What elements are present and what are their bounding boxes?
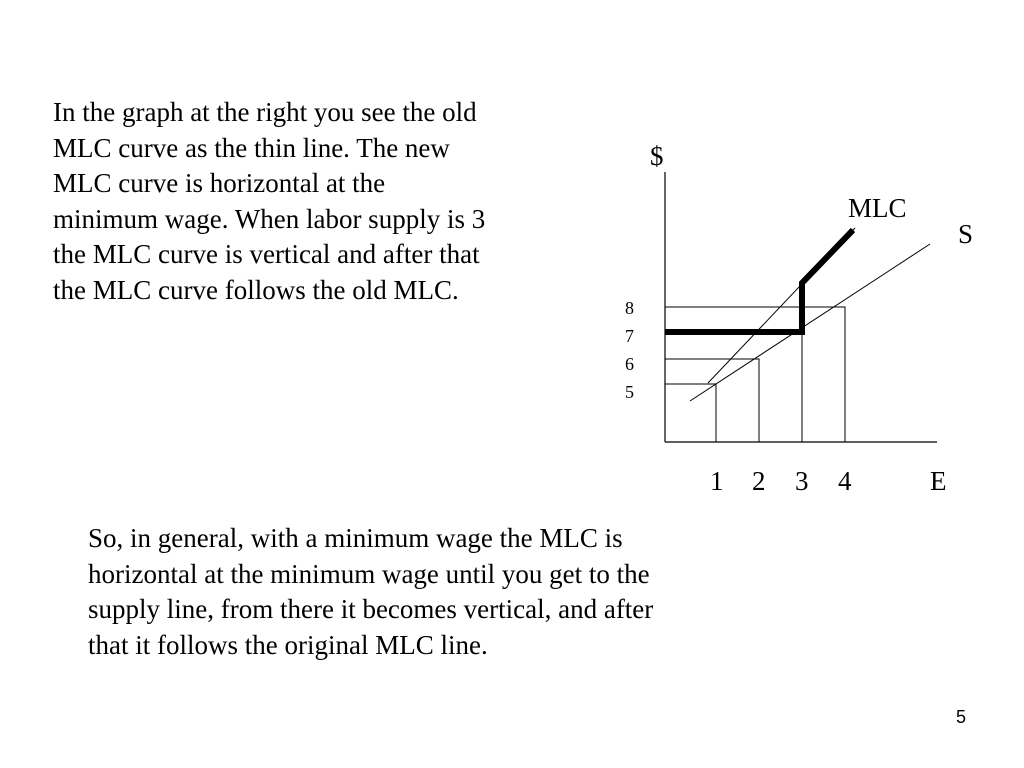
x-axis-label: E <box>930 466 947 496</box>
x-tick-label: 1 <box>710 466 724 496</box>
text-line: the MLC curve is vertical and after that <box>53 239 480 269</box>
new-mlc-curve <box>665 230 853 332</box>
text-line: that it follows the original MLC line. <box>88 629 488 660</box>
text-line: MLC curve is horizontal at the <box>53 168 386 198</box>
guide-line-2 <box>665 359 759 442</box>
y-tick-label: 5 <box>625 382 634 402</box>
bottom-paragraph <box>88 521 653 663</box>
x-tick-label: 3 <box>795 466 809 496</box>
slide-number: 5 <box>955 707 966 727</box>
text-line: horizontal at the minimum wage until you get to the <box>88 558 650 589</box>
y-axis-label: $ <box>650 141 664 171</box>
x-tick-label: 4 <box>838 466 852 496</box>
supply-label: S <box>958 219 974 249</box>
text-line: minimum wage. When labor supply is 3 <box>53 203 486 234</box>
y-tick-label: 6 <box>625 354 634 374</box>
supply-line <box>690 244 930 401</box>
mlc-label: MLC <box>848 193 907 223</box>
y-tick-label: 7 <box>625 326 634 346</box>
x-tick-label: 2 <box>752 466 766 496</box>
y-tick-label: 8 <box>625 298 634 318</box>
text-line: supply line, from there it becomes vertical, and after <box>88 594 654 624</box>
text-line: So, in general, with a minimum wage the MLC is <box>88 523 623 553</box>
text-line: the MLC curve follows the old MLC. <box>53 274 459 305</box>
guide-line-3 <box>665 332 802 442</box>
guide-line-1 <box>665 384 716 442</box>
text-line: MLC curve as the thin line. The new <box>53 132 450 163</box>
guide-line-4 <box>665 307 845 442</box>
text-line: In the graph at the right you see the old <box>53 97 477 127</box>
